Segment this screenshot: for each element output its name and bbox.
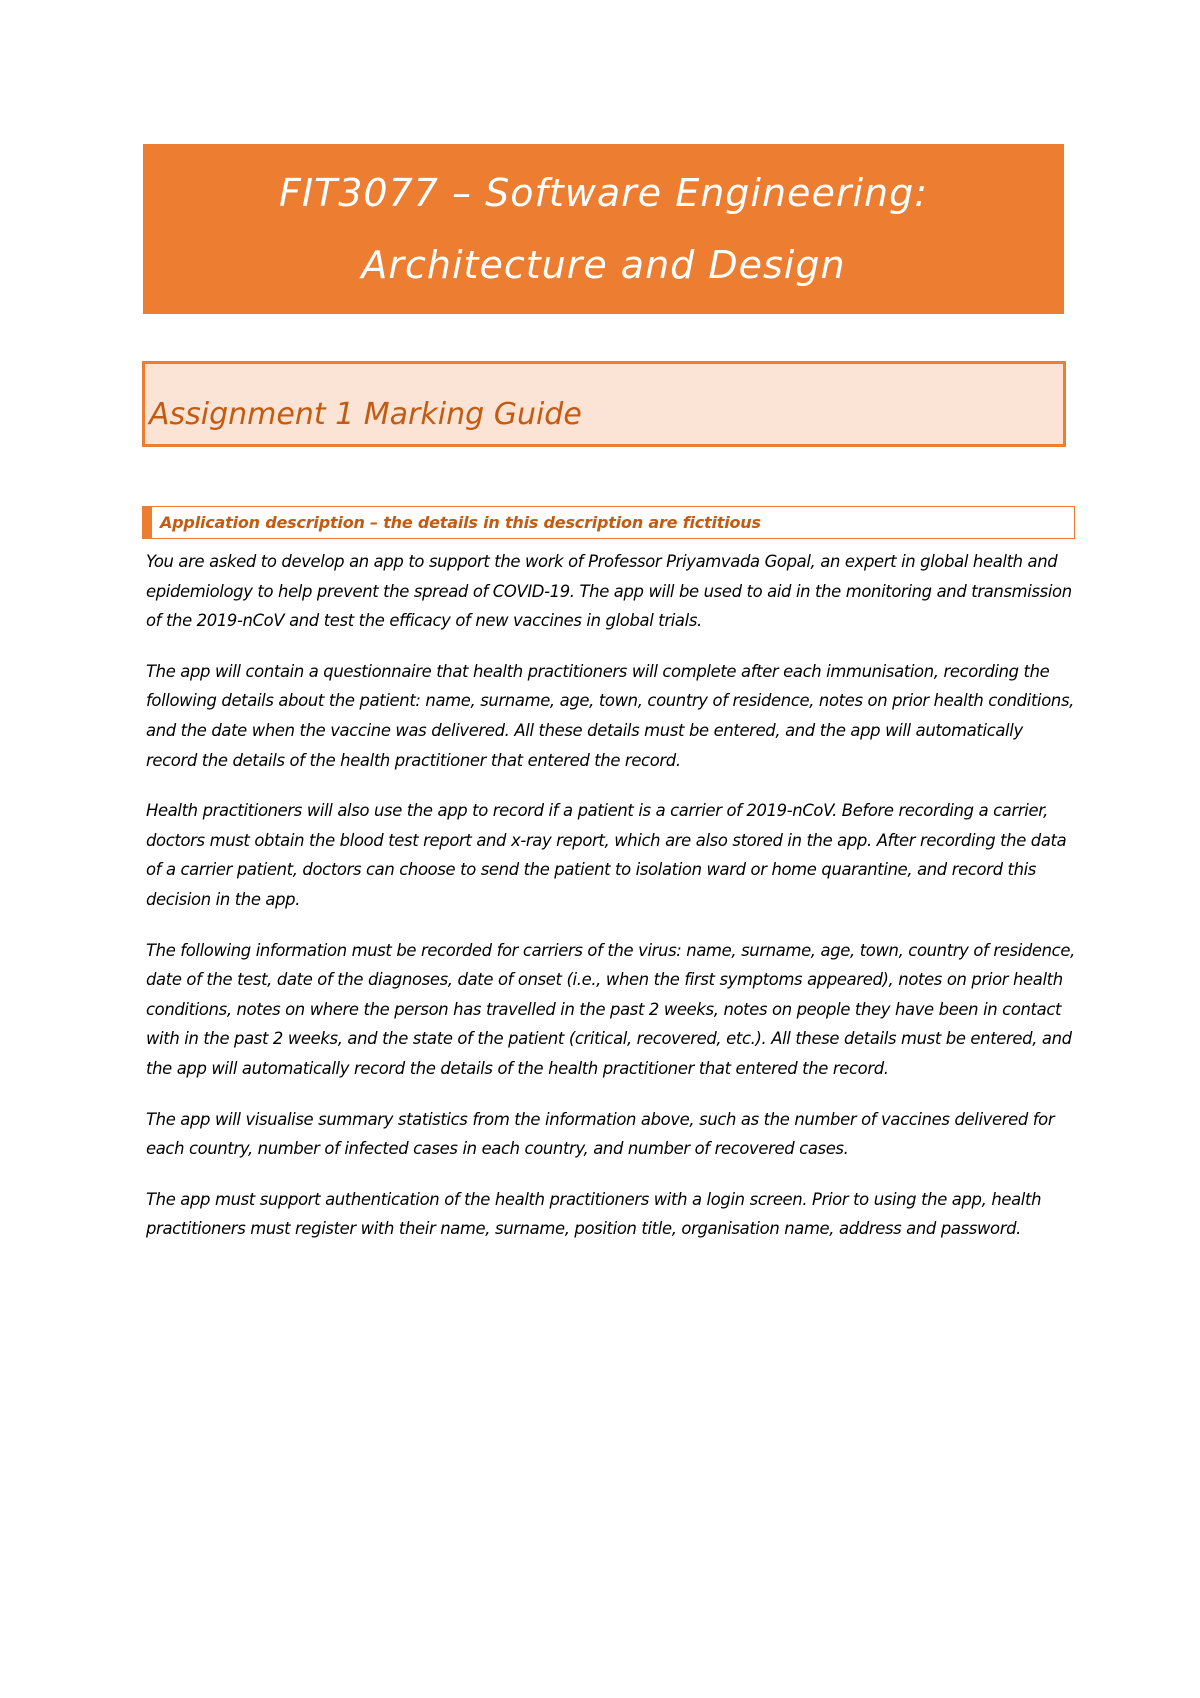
paragraph: The following information must be recorded for carriers of the virus: name, surname, age, town, country of residence, date of the test, date of the diagnoses, date of onset (i.e., when the first symptoms appeared), notes on prior health conditions, notes on where the person has travelled in the past 2 weeks, notes on people they have been in contact with in the past 2 weeks, and the state of the patient (critical, recovered, etc.). All these details must be entered, and the app will automatically record the details of the health practitioner that entered the record. — [146, 940, 1075, 1078]
section-heading-text: Application description – the details in this description are fictitious — [160, 513, 761, 532]
paragraph: The app must support authentication of the health practitioners with a login screen. Prior to using the app, health practitioners must register with their name, surname, position title, organisation name, address and password. — [146, 1189, 1042, 1239]
paragraph: Health practitioners will also use the app to record if a patient is a carrier of 2019-nCoV. Before recording a carrier, doctors must obtain the blood test report and x-ray report, which are also stored in the app. After recording the data of a carrier patient, doctors can choose to send the patient to isolation ward or home quarantine, and record this decision in the app. — [146, 801, 1067, 909]
document-title-line-2: Architecture and Design — [361, 243, 846, 287]
paragraph: The app will visualise summary statistics from the information above, such as the number of vaccines delivered for each country, number of infected cases in each country, and number of recovered cases. — [146, 1109, 1055, 1159]
subtitle-box — [142, 361, 1066, 447]
paragraph: You are asked to develop an app to support the work of Professor Priyamvada Gopal, an expert in global health and epidemiology to help prevent the spread of COVID-19. The app will be used to aid in the monitoring and transmission of the 2019-nCoV and test the efficacy of new vaccines in global trials. — [146, 552, 1072, 631]
title-banner — [143, 144, 1064, 314]
document-subtitle: Assignment 1 Marking Guide — [149, 396, 582, 432]
document-title-line-1: FIT3077 – Software Engineering: — [278, 171, 929, 215]
section-heading — [142, 506, 1075, 539]
body-text — [146, 547, 1076, 1265]
paragraph: The app will contain a questionnaire that health practitioners will complete after each immunisation, recording the following details about the patient: name, surname, age, town, country of residence, notes on prior health conditions, and the date when the vaccine was delivered. All these details must be entered, and the app will automatically record the details of the health practitioner that entered the record. — [146, 661, 1074, 770]
